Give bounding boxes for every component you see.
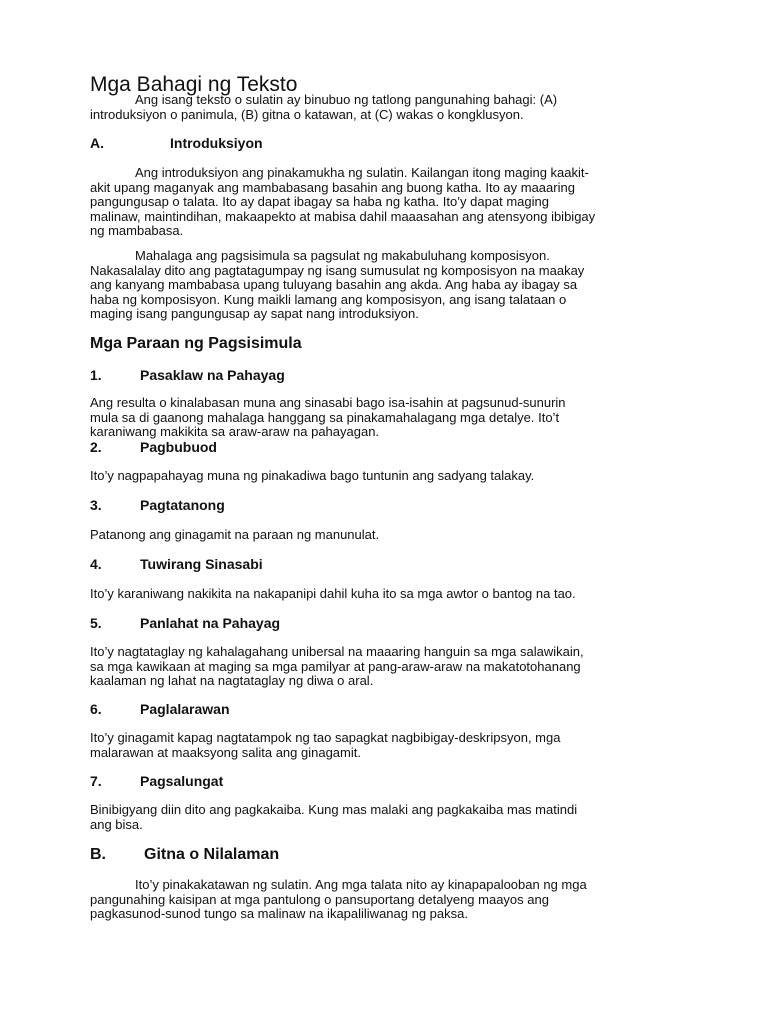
paragraph-line: ang kanyang mambabasa upang tuluyang basahin ang akda. Ang haba ay ibagay sa — [90, 277, 578, 293]
method-title: Pagbubuod — [140, 439, 217, 455]
paragraph-line: Ang isang teksto o sulatin ay binubuo ng tatlong pangunahing bahagi: (A) — [135, 92, 558, 107]
method-description — [90, 731, 680, 760]
method-description — [90, 528, 680, 543]
paragraph-line: Ito’y nagtataglay ng kahalagahang unibersal na maaaring hanguin sa mga salawikain, — [90, 644, 584, 659]
method-description — [90, 469, 680, 484]
method-description — [90, 587, 680, 602]
method-description — [90, 396, 680, 440]
method-description — [90, 645, 680, 689]
document-title: Mga Bahagi ng Teksto — [90, 73, 298, 96]
paragraph-line: kaalaman ng lahat na nagtataglay ng diwa o aral. — [90, 673, 374, 689]
method-title: Panlahat na Pahayag — [140, 615, 281, 631]
section-letter: A. — [90, 135, 104, 151]
paragraph-line: ang bisa. — [90, 816, 143, 832]
method-heading — [90, 772, 223, 790]
paragraph-line: Binibigyang diin dito ang pagkakaiba. Kung mas malaki ang pagkakaiba mas matindi — [90, 802, 578, 817]
paragraph-line: haba ng komposisyon. Kung maikli lamang ang komposisyon, ang isang talataan o — [90, 291, 567, 307]
paragraph-line: pagkasunod-sunod tungo sa malinaw na ikapaliliwanag ng paksa. — [90, 906, 468, 922]
section-title: Gitna o Nilalaman — [144, 846, 280, 863]
paragraph-line: Ang introduksiyon ang pinakamukha ng sulatin. Kailangan itong maging kaakit- — [135, 165, 589, 180]
paragraph-line: Ang resulta o kinalabasan muna ang sinasabi bago isa-isahin at pagsunud-sunurin — [90, 395, 566, 410]
method-number: 7. — [90, 773, 102, 789]
section-title: Introduksiyon — [170, 135, 263, 151]
method-heading — [90, 555, 263, 573]
method-number: 4. — [90, 556, 102, 572]
section-letter: B. — [90, 846, 106, 863]
methods-heading: Mga Paraan ng Pagsisimula — [90, 335, 302, 352]
intro-paragraph — [90, 93, 680, 122]
method-heading — [90, 700, 230, 718]
method-heading — [90, 496, 225, 514]
paragraph-line: introduksiyon o panimula, (B) gitna o katawan, at (C) wakas o kongklusyon. — [90, 106, 524, 122]
paragraph-line: pangungusap o talata. Ito ay dapat ibagay sa haba ng katha. Ito’y dapat maging — [90, 194, 549, 210]
paragraph-line: malarawan at maaksyong salita ang ginagamit. — [90, 744, 361, 760]
method-heading — [90, 438, 217, 456]
section-a-paragraph-2 — [90, 249, 680, 322]
paragraph-line: Ito’y pinakakatawan ng sulatin. Ang mga talata nito ay kinapapalooban ng mga — [135, 877, 587, 892]
method-title: Tuwirang Sinasabi — [140, 556, 263, 572]
paragraph-line: maging isang pangungusap ay sapat nang introduksiyon. — [90, 306, 419, 322]
paragraph-line: karaniwang makikita sa araw-araw na pahayagan. — [90, 424, 380, 440]
paragraph-line: akit upang maganyak ang mambabasang basahin ang buong katha. Ito ay maaaring — [90, 179, 575, 195]
paragraph-line: Ito’y nagpapahayag muna ng pinakadiwa bago tuntunin ang sadyang talakay. — [90, 468, 535, 483]
paragraph-line: sa mga kawikaan at maging sa mga pamilyar at pang-araw-araw na makatotohanang — [90, 658, 581, 674]
method-title: Pagtatanong — [140, 497, 225, 513]
method-description — [90, 803, 680, 832]
paragraph-line: Nakasalalay dito ang pagtatagumpay ng isang sumusulat ng komposisyon na maakay — [90, 262, 585, 278]
method-heading — [90, 366, 285, 384]
method-heading — [90, 614, 280, 632]
paragraph-line: ng mambabasa. — [90, 223, 184, 239]
paragraph-line: Ito’y karaniwang nakikita na nakapanipi dahil kuha ito sa mga awtor o bantog na tao. — [90, 586, 576, 601]
section-a-paragraph-1 — [90, 166, 680, 239]
method-title: Paglalarawan — [140, 701, 230, 717]
section-b-paragraph — [90, 878, 680, 922]
paragraph-line: Mahalaga ang pagsisimula sa pagsulat ng makabuluhang komposisyon. — [135, 248, 550, 263]
section-b-heading — [90, 845, 279, 865]
paragraph-line: Patanong ang ginagamit na paraan ng manunulat. — [90, 527, 380, 542]
method-title: Pagsalungat — [140, 773, 224, 789]
paragraph-line: Ito’y ginagamit kapag nagtatampok ng tao sapagkat nagbibigay-deskripsyon, mga — [90, 730, 561, 745]
method-number: 1. — [90, 367, 102, 383]
paragraph-line: malinaw, maintindihan, makaapekto at mabisa dahil maaasahan ang atensyong ibibigay — [90, 208, 596, 224]
paragraph-line: mula sa di gaanong mahalaga hanggang sa pinakamahalagang mga detalye. Ito’t — [90, 409, 560, 425]
method-number: 2. — [90, 439, 102, 455]
section-a-heading — [90, 134, 263, 152]
paragraph-line: pangunahing kaisipan at mga pantulong o pansuportang detalyeng maayos ang — [90, 891, 549, 907]
method-number: 6. — [90, 701, 102, 717]
method-title: Pasaklaw na Pahayag — [140, 367, 285, 383]
method-number: 3. — [90, 497, 102, 513]
method-number: 5. — [90, 615, 102, 631]
